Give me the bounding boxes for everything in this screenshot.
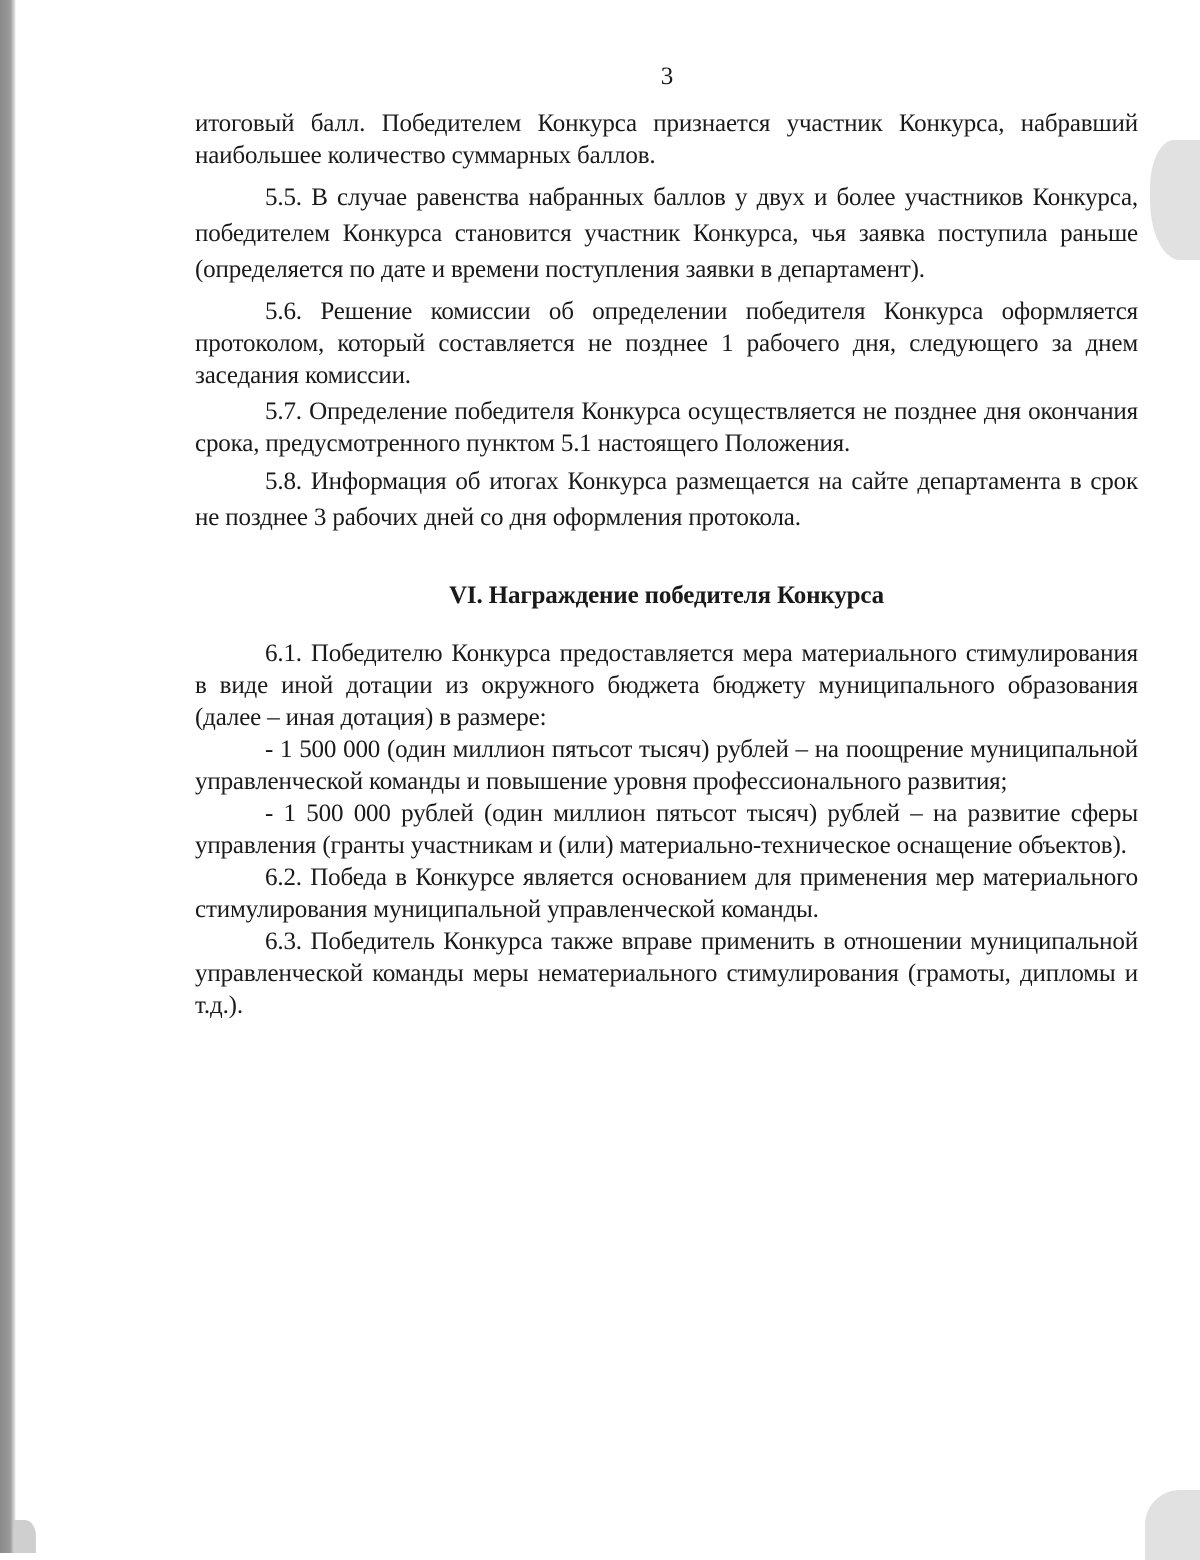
clause-5-7: 5.7. Определение победителя Конкурса осуществляется не позднее дня окончания срока, предусмотренного пунктом 5.1 настоящего Положения. bbox=[195, 398, 1138, 457]
clause-6-3: 6.3. Победитель Конкурса также вправе применить в отношении муниципальной управленческой команды меры нематериального стимулирования (грамоты, дипломы и т.д.). bbox=[195, 928, 1138, 1019]
scan-smudge-bottom-right bbox=[1145, 1490, 1200, 1560]
page-number: 3 bbox=[660, 63, 674, 90]
intro-paragraph: итоговый балл. Победителем Конкурса признается участник Конкурса, набравший наибольшее количество суммарных баллов. bbox=[195, 110, 1138, 169]
bullet-item-2: - 1 500 000 рублей (один миллион пятьсот тысяч) рублей – на развитие сферы управления (гранты участникам и (или) материально-техническое оснащение объектов). bbox=[195, 800, 1138, 859]
scan-smudge-top-right bbox=[1150, 140, 1200, 260]
section-heading: VI. Награждение победителя Конкурса bbox=[449, 582, 884, 609]
clause-6-1: 6.1. Победителю Конкурса предоставляется мера материального стимулирования в виде иной дотации из окружного бюджета бюджету муниципального образования (далее – иная дотация) в размере: bbox=[195, 640, 1138, 731]
clause-5-6: 5.6. Решение комиссии об определении победителя Конкурса оформляется протоколом, который составляется не позднее 1 рабочего дня, следующего за днем заседания комиссии. bbox=[195, 298, 1138, 389]
scan-smudge-bottom-left bbox=[14, 1520, 36, 1553]
clause-5-5: 5.5. В случае равенства набранных баллов у двух и более участников Конкурса, победителем Конкурса становится участник Конкурса, чья заявка поступила раньше (определяется по дате и времени поступления заявки в департамент). bbox=[195, 184, 1138, 283]
scan-left-edge bbox=[0, 0, 16, 1553]
clause-5-8: 5.8. Информация об итогах Конкурса размещается на сайте департамента в срок не позднее 3 рабочих дней со дня оформления протокола. bbox=[195, 468, 1138, 531]
bullet-item-1: - 1 500 000 (один миллион пятьсот тысяч) рублей – на поощрение муниципальной управленческой команды и повышение уровня профессионального развития; bbox=[195, 736, 1138, 795]
clause-6-2: 6.2. Победа в Конкурсе является основанием для применения мер материального стимулирования муниципальной управленческой команды. bbox=[195, 864, 1138, 923]
document-body bbox=[195, 108, 1138, 1022]
